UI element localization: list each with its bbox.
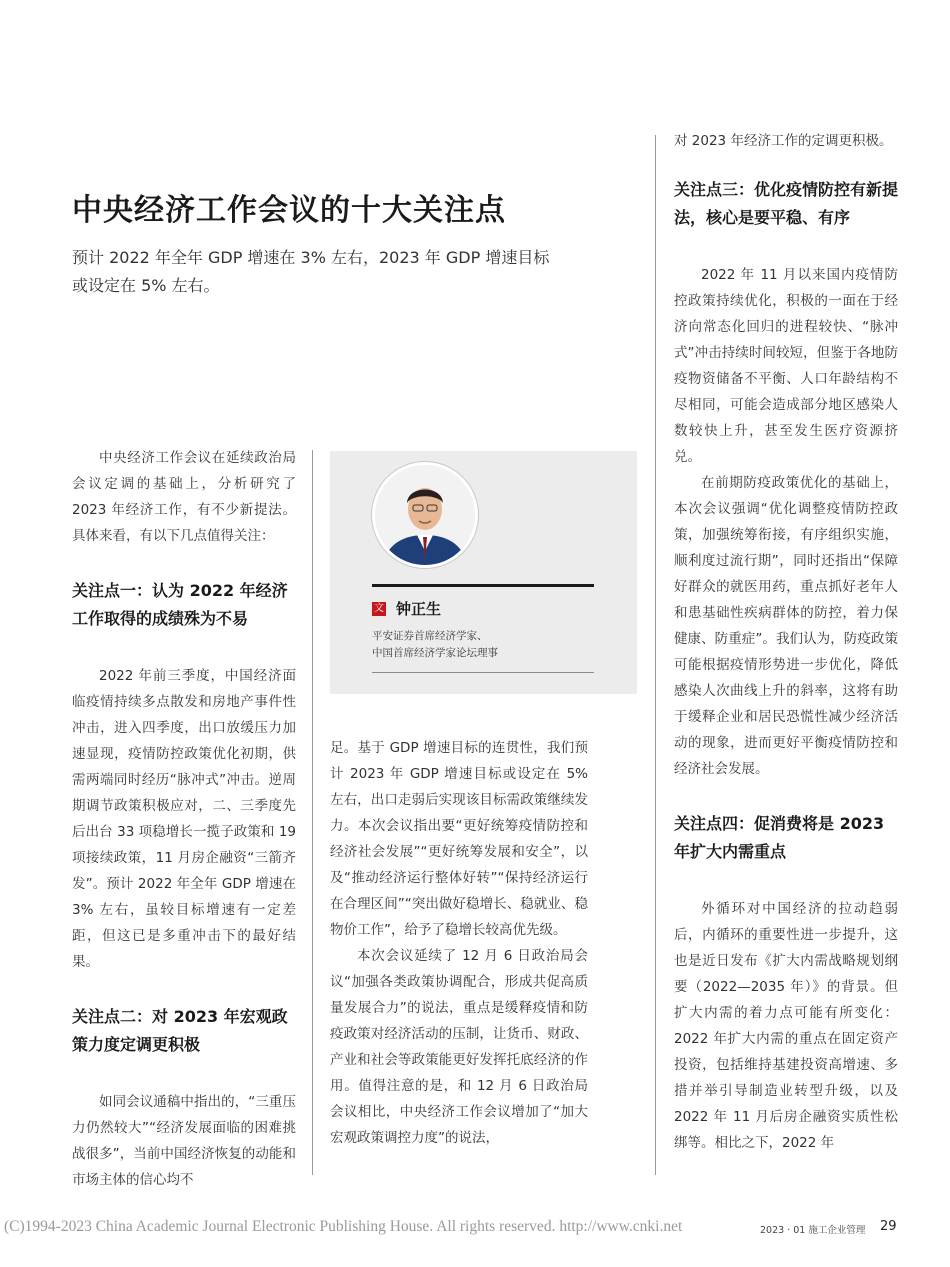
- section-heading-1: 关注点一：认为 2022 年经济工作取得的成绩殊为不易: [72, 581, 288, 628]
- author-avatar: [372, 462, 478, 568]
- author-description: [372, 628, 612, 662]
- article-title: 中央经济工作会议的十大关注点: [72, 193, 506, 228]
- column-2-paragraph-2: 本次会议延续了 12 月 6 日政治局会议“加强各类政策协调配合，形成共促高质量发展合力”的说法，重点是缓释疫情和防疫政策对经济活动的压制，让货币、财政、产业和社会等政策能更好发挥托底经济的作用。值得注意的是，和 12 月 6 日政治局会议相比，中央经济工作会议增加了“加大宏观政策调控力度”的说法，: [330, 948, 588, 1146]
- issue-info: 2023 · 01 施工企业管理: [760, 1225, 866, 1236]
- column-1: [72, 445, 296, 1193]
- section-1-paragraph: 2022 年前三季度，中国经济面临疫情持续多点散发和房地产事件性冲击，进入四季度，出口放缓压力加速显现，疫情防控政策优化初期，供需两端同时经历“脉冲式”冲击。逆周期调节政策积极应对，二、三季度先后出台 33 项稳增长一揽子政策和 19 项接续政策，11 月房企融资“三箭齐发”。预计 2022 年全年 GDP 增速在 3% 左右，虽较目标增速有一定差距，但这已是多重冲击下的最好结果。: [72, 668, 296, 970]
- column-rule-left: [312, 450, 313, 1175]
- section-3-paragraph-2: 在前期防疫政策优化的基础上，本次会议强调“优化调整疫情防控政策，加强统筹衔接，有序组织实施，顺利度过流行期”，同时还指出“保障好群众的就医用药，重点抓好老年人和患基础性疾病群体的防控，着力保健康、防重症”。我们认为，防疫政策可能根据疫情形势进一步优化，降低感染人次曲线上升的斜率，这将有助于缓释企业和居民恐慌性减少经济活动的现象，进而更好平衡疫情防控和经济社会发展。: [674, 475, 898, 777]
- column-2: [330, 735, 588, 1151]
- intro-paragraph: 中央经济工作会议在延续政治局会议定调的基础上，分析研究了 2023 年经济工作，有不少新提法。具体来看，有以下几点值得关注：: [72, 450, 296, 544]
- column-3-continuation: 对 2023 年经济工作的定调更积极。: [674, 133, 893, 149]
- author-tag: 文: [374, 603, 384, 614]
- author-name: 钟正生: [396, 600, 442, 618]
- author-divider: [372, 672, 594, 673]
- section-heading-2: 关注点二：对 2023 年宏观政策力度定调更积极: [72, 1007, 288, 1054]
- section-heading-3: 关注点三：优化疫情防控有新提法，核心是要平稳、有序: [674, 180, 899, 227]
- author-desc-line-1: 平安证券首席经济学家、: [372, 630, 488, 642]
- column-rule-right: [655, 135, 656, 1175]
- author-desc-line-2: 中国首席经济学家论坛理事: [372, 647, 498, 659]
- column-3: [674, 128, 898, 1156]
- author-bar: [372, 584, 594, 587]
- page-number: 29: [880, 1219, 897, 1234]
- author-portrait-icon: [375, 465, 475, 565]
- article-subtitle: 预计 2022 年全年 GDP 增速在 3% 左右，2023 年 GDP 增速目标或设定在 5% 左右。: [72, 248, 550, 295]
- section-2-paragraph: 如同会议通稿中指出的，“三重压力仍然较大”“经济发展面临的困难挑战很多”，当前中国经济恢复的动能和市场主体的信心均不: [72, 1094, 296, 1188]
- section-4-paragraph: 外循环对中国经济的拉动趋弱后，内循环的重要性进一步提升，这也是近日发布《扩大内需战略规划纲要（2022—2035 年）》的背景。但扩大内需的着力点可能有所变化：2022 年扩大内需的重点在固定资产投资，包括维持基建投资高增速、多措并举引导制造业转型升级，以及 2022 年 11 月后房企融资实质性松绑等。相比之下，2022 年: [674, 901, 898, 1151]
- section-heading-4: 关注点四：促消费将是 2023 年扩大内需重点: [674, 814, 885, 861]
- column-2-paragraph-1: 足。基于 GDP 增速目标的连贯性，我们预计 2023 年 GDP 增速目标或设定在 5% 左右，出口走弱后实现该目标需政策继续发力。本次会议指出要“更好统筹疫情防控和经济社会发展”“更好统筹发展和安全”，以及“推动经济运行整体好转”“保持经济运行在合理区间”“突出做好稳增长、稳就业、稳物价工作”，给予了稳增长较高优先级。: [330, 740, 588, 938]
- copyright-watermark: (C)1994-2023 China Academic Journal Electronic Publishing House. All rights reserved. http://www.cnki.net: [4, 1218, 683, 1235]
- section-3-paragraph-1: 2022 年 11 月以来国内疫情防控政策持续优化，积极的一面在于经济向常态化回归的进程较快、“脉冲式”冲击持续时间较短，但鉴于各地防疫物资储备不平衡、人口年龄结构不尽相同，可能会造成部分地区感染人数较快上升，甚至发生医疗资源挤兑。: [674, 267, 898, 465]
